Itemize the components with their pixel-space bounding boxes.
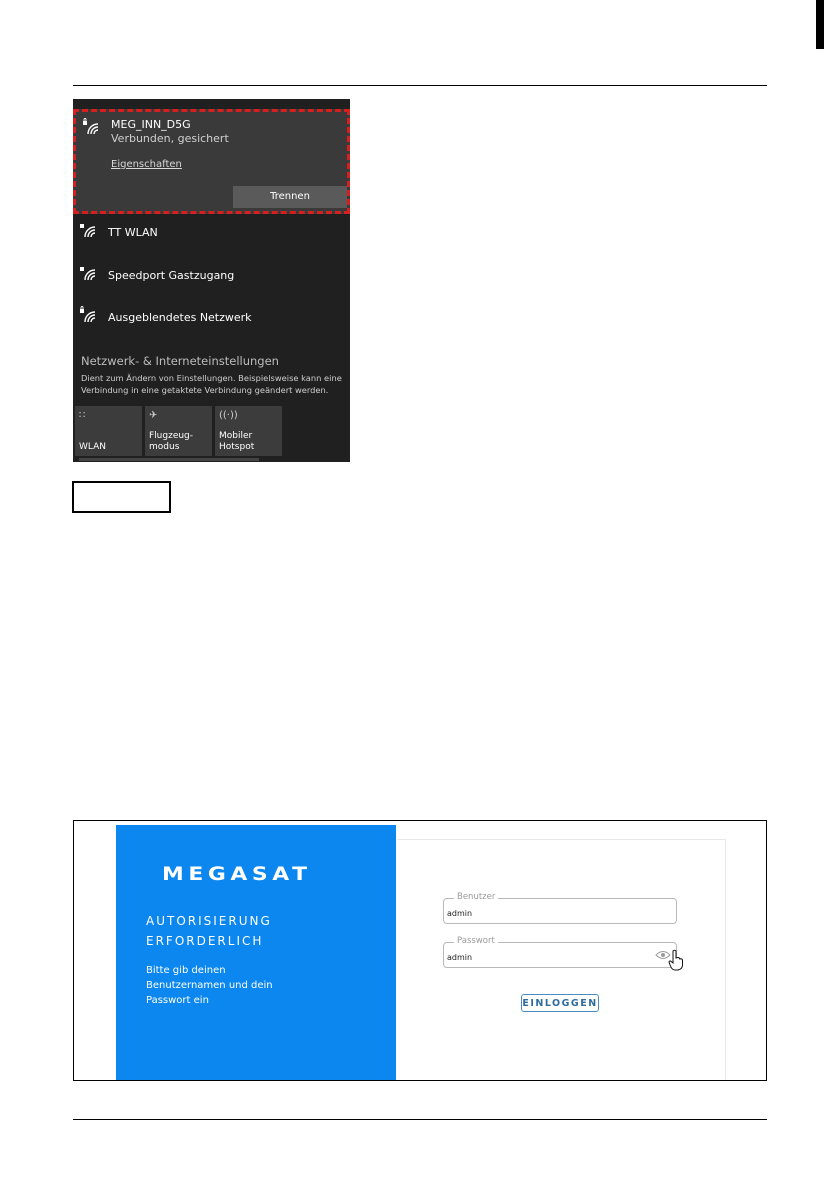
connection-status: Verbunden, gesichert <box>111 132 229 145</box>
wifi-icon <box>79 264 97 282</box>
router-login-screenshot <box>73 820 767 1081</box>
wifi-icon: ∷ <box>79 410 86 421</box>
wifi-icon <box>79 221 97 239</box>
wifi-secured-icon <box>82 118 100 136</box>
auth-description: Bitte gib deinen Benutzernamen und dein Passwort ein <box>146 965 273 1006</box>
network-name: Ausgeblendetes Netzwerk <box>108 311 252 324</box>
page-corner-mark <box>816 0 824 49</box>
password-field[interactable] <box>443 936 677 968</box>
airplane-icon: ✈ <box>149 410 158 421</box>
tile-label: WLAN <box>79 442 107 452</box>
footer-rule <box>73 1119 767 1120</box>
login-info-panel <box>116 825 396 1081</box>
login-button[interactable]: EINLOGGEN <box>521 994 599 1012</box>
connected-network-item[interactable] <box>73 109 350 214</box>
username-field[interactable] <box>443 892 677 924</box>
wlan-toggle-tile[interactable] <box>75 406 142 456</box>
password-input[interactable] <box>447 953 637 962</box>
connected-network-name: MEG_INN_D5G <box>111 118 191 131</box>
password-label: Passwort <box>454 936 498 946</box>
auth-title: AUTORISIERUNG ERFORDERLICH <box>146 914 272 948</box>
disconnect-button[interactable]: Trennen <box>233 186 347 208</box>
tile-label: Flugzeug- modus <box>149 431 194 452</box>
properties-link[interactable]: Eigenschaften <box>111 159 182 170</box>
header-rule <box>73 85 767 86</box>
network-name: TT WLAN <box>108 226 158 239</box>
network-settings-description: Dient zum Ändern von Einstellungen. Beispielsweise kann eine Verbindung in eine getaktete Verbindung geändert werden. <box>81 373 342 395</box>
username-input[interactable] <box>447 909 637 918</box>
megasat-logo: MEGASAT <box>162 863 312 885</box>
wifi-flyout <box>73 99 350 462</box>
caption-frame <box>72 481 171 513</box>
hand-cursor-icon <box>668 949 684 971</box>
cropped-taskbar-edge <box>79 458 259 461</box>
tile-label: Mobiler Hotspot <box>219 431 255 452</box>
network-name: Speedport Gastzugang <box>108 269 235 282</box>
mobile-hotspot-tile[interactable] <box>215 406 282 456</box>
username-label: Benutzer <box>454 892 498 902</box>
login-form <box>397 839 726 1081</box>
wifi-secured-icon <box>79 306 97 324</box>
network-settings-link[interactable]: Netzwerk- & Interneteinstellungen <box>81 354 279 368</box>
airplane-mode-tile[interactable] <box>145 406 212 456</box>
hotspot-icon: ((·)) <box>219 410 238 421</box>
